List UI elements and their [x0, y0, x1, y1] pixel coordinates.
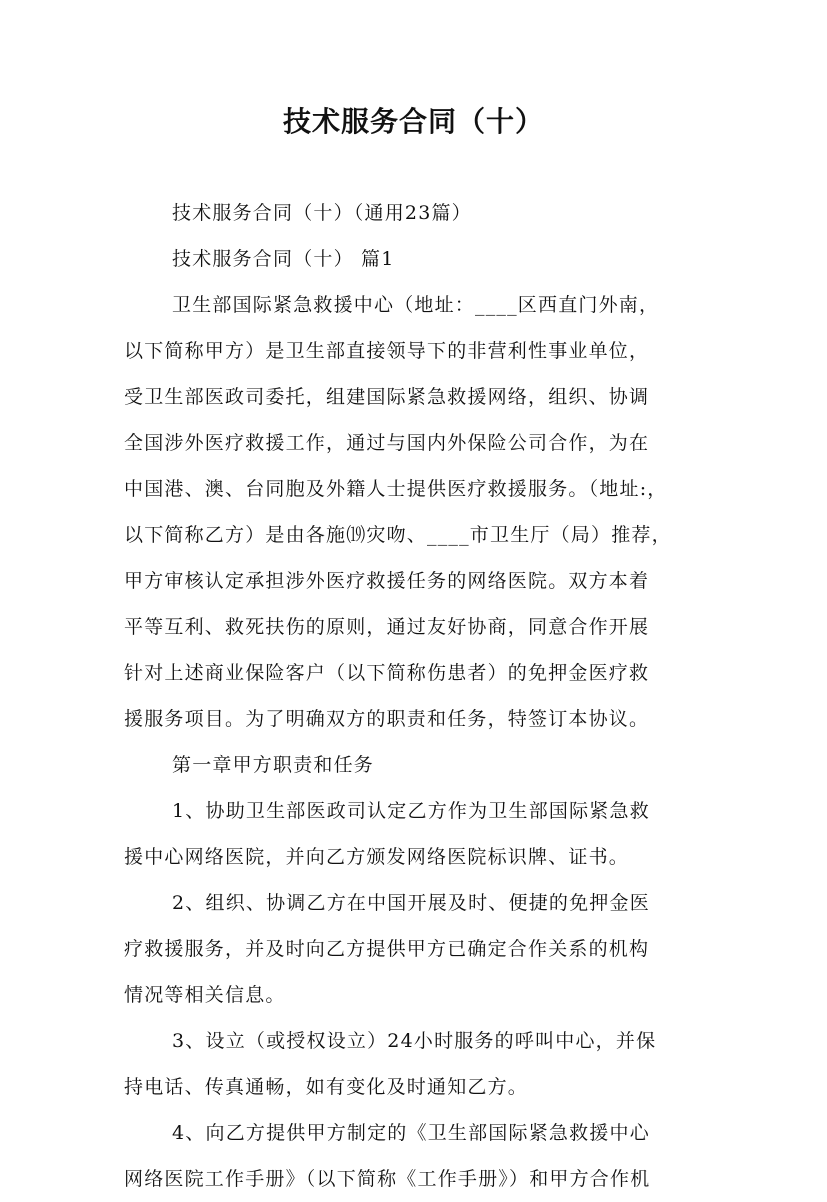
text-line: 援中心网络医院，并向乙方颁发网络医院标识牌、证书。	[124, 846, 630, 868]
text-line: 卫生部国际紧急救援中心（地址：____区西直门外南，	[172, 294, 660, 316]
text-line: 网络医院工作手册》（以下简称《工作手册》）和甲方合作机	[124, 1168, 651, 1190]
text-line: 3、设立（或授权设立）24小时服务的呼叫中心，并保	[172, 1030, 657, 1052]
document-body	[124, 190, 724, 1202]
text-line: 援服务项目。为了明确双方的职责和任务，特签订本协议。	[124, 708, 650, 730]
text-line: 第一章甲方职责和任务	[172, 754, 375, 776]
text-line: 全国涉外医疗救援工作，通过与国内外保险公司合作，为在	[124, 432, 650, 454]
text-line: 以下简称甲方）是卫生部直接领导下的非营利性事业单位，	[124, 340, 650, 362]
text-line: 技术服务合同（十） 篇1	[172, 248, 395, 270]
document-title: 技术服务合同（十）	[282, 105, 544, 138]
text-line: 技术服务合同（十）（通用23篇）	[172, 202, 472, 224]
text-line: 以下简称乙方）是由各施⒆灾吻、____市卫生厅（局）推荐，	[124, 524, 672, 546]
text-line: 受卫生部医政司委托，组建国际紧急救援网络，组织、协调	[124, 386, 650, 408]
text-line: 持电话、传真通畅，如有变化及时通知乙方。	[124, 1076, 529, 1098]
text-line: 2、组织、协调乙方在中国开展及时、便捷的免押金医	[172, 892, 650, 914]
text-line: 针对上述商业保险客户（以下简称伤患者）的免押金医疗救	[124, 662, 650, 684]
text-line: 平等互利、救死扶伤的原则，通过友好协商，同意合作开展	[124, 616, 650, 638]
text-line: 1、协助卫生部医政司认定乙方作为卫生部国际紧急救	[172, 800, 650, 822]
text-line: 疗救援服务，并及时向乙方提供甲方已确定合作关系的机构	[124, 938, 650, 960]
text-line: 4、向乙方提供甲方制定的《卫生部国际紧急救援中心	[172, 1122, 650, 1144]
text-line: 情况等相关信息。	[124, 984, 286, 1006]
text-line: 中国港、澳、台同胞及外籍人士提供医疗救援服务。（地址:，	[124, 478, 668, 500]
text-line: 甲方审核认定承担涉外医疗救援任务的网络医院。双方本着	[124, 570, 650, 592]
